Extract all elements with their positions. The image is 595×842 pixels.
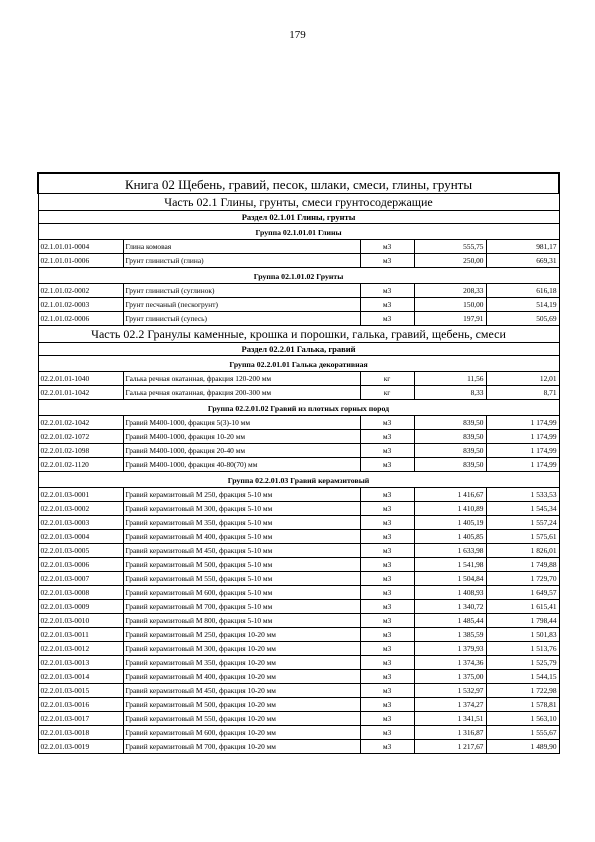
price-base: 839,50 bbox=[414, 430, 486, 444]
material-name: Глина комовая bbox=[123, 240, 360, 254]
material-code: 02.2.01.02-1042 bbox=[38, 416, 123, 430]
unit-of-measure: м3 bbox=[360, 558, 414, 572]
table-row bbox=[38, 698, 559, 712]
page-number: 179 bbox=[289, 29, 306, 41]
unit-of-measure: м3 bbox=[360, 458, 414, 472]
table-row bbox=[38, 502, 559, 516]
unit-of-measure: м3 bbox=[360, 656, 414, 670]
material-code: 02.2.01.03-0017 bbox=[38, 712, 123, 726]
price-base: 1 217,67 bbox=[414, 740, 486, 754]
unit-of-measure: м3 bbox=[360, 502, 414, 516]
material-name: Гравий керамзитовый М 700, фракция 5-10 мм bbox=[123, 600, 360, 614]
price-table bbox=[37, 172, 560, 754]
price-base: 1 532,97 bbox=[414, 684, 486, 698]
group-title: Группа 02.2.01.02 Гравий из плотных горных пород bbox=[38, 400, 559, 416]
material-code: 02.2.01.03-0003 bbox=[38, 516, 123, 530]
unit-of-measure: м3 bbox=[360, 430, 414, 444]
part-title: Часть 02.2 Гранулы каменные, крошка и порошки, галька, гравий, щебень, смеси bbox=[38, 326, 559, 343]
material-code: 02.2.01.03-0018 bbox=[38, 726, 123, 740]
table-row bbox=[38, 600, 559, 614]
material-name: Гравий М400-1000, фракция 40-80(70) мм bbox=[123, 458, 360, 472]
unit-of-measure: м3 bbox=[360, 312, 414, 326]
material-name: Грунт глинистый (суглинок) bbox=[123, 284, 360, 298]
material-name: Гравий керамзитовый М 550, фракция 10-20 мм bbox=[123, 712, 360, 726]
table-row bbox=[38, 416, 559, 430]
price-current: 505,69 bbox=[486, 312, 559, 326]
material-name: Гравий керамзитовый М 350, фракция 10-20 мм bbox=[123, 656, 360, 670]
price-base: 1 410,89 bbox=[414, 502, 486, 516]
unit-of-measure: кг bbox=[360, 386, 414, 400]
unit-of-measure: м3 bbox=[360, 698, 414, 712]
section-row bbox=[38, 343, 559, 356]
material-code: 02.2.01.02-1120 bbox=[38, 458, 123, 472]
material-code: 02.2.01.03-0005 bbox=[38, 544, 123, 558]
table-row bbox=[38, 558, 559, 572]
price-base: 1 541,98 bbox=[414, 558, 486, 572]
price-base: 839,50 bbox=[414, 444, 486, 458]
material-code: 02.2.01.03-0014 bbox=[38, 670, 123, 684]
price-base: 1 374,27 bbox=[414, 698, 486, 712]
material-code: 02.2.01.02-1098 bbox=[38, 444, 123, 458]
part-row bbox=[38, 326, 559, 343]
price-current: 1 826,01 bbox=[486, 544, 559, 558]
unit-of-measure: м3 bbox=[360, 416, 414, 430]
unit-of-measure: м3 bbox=[360, 712, 414, 726]
part-title: Часть 02.1 Глины, грунты, смеси грунтосодержащие bbox=[38, 194, 559, 211]
material-name: Галька речная окатанная, фракция 200-300 мм bbox=[123, 386, 360, 400]
material-code: 02.2.01.03-0004 bbox=[38, 530, 123, 544]
unit-of-measure: м3 bbox=[360, 600, 414, 614]
material-code: 02.1.01.01-0006 bbox=[38, 254, 123, 268]
price-current: 1 555,67 bbox=[486, 726, 559, 740]
material-name: Гравий керамзитовый М 450, фракция 5-10 мм bbox=[123, 544, 360, 558]
price-base: 1 408,93 bbox=[414, 586, 486, 600]
table-row bbox=[38, 712, 559, 726]
material-name: Гравий керамзитовый М 250, фракция 10-20 мм bbox=[123, 628, 360, 642]
material-code: 02.2.01.03-0013 bbox=[38, 656, 123, 670]
material-code: 02.2.01.03-0011 bbox=[38, 628, 123, 642]
unit-of-measure: м3 bbox=[360, 488, 414, 502]
material-name: Гравий керамзитовый М 300, фракция 10-20 мм bbox=[123, 642, 360, 656]
material-name: Гравий керамзитовый М 500, фракция 10-20 мм bbox=[123, 698, 360, 712]
price-current: 981,17 bbox=[486, 240, 559, 254]
price-current: 616,18 bbox=[486, 284, 559, 298]
price-current: 1 174,99 bbox=[486, 416, 559, 430]
table-row bbox=[38, 642, 559, 656]
price-base: 1 340,72 bbox=[414, 600, 486, 614]
material-name: Гравий керамзитовый М 600, фракция 10-20 мм bbox=[123, 726, 360, 740]
price-current: 1 798,44 bbox=[486, 614, 559, 628]
group-row bbox=[38, 224, 559, 240]
price-current: 1 489,90 bbox=[486, 740, 559, 754]
price-base: 250,00 bbox=[414, 254, 486, 268]
material-code: 02.2.01.03-0001 bbox=[38, 488, 123, 502]
part-row bbox=[38, 194, 559, 211]
material-name: Гравий керамзитовый М 450, фракция 10-20 мм bbox=[123, 684, 360, 698]
table-row bbox=[38, 614, 559, 628]
price-current: 1 513,76 bbox=[486, 642, 559, 656]
book-title-row bbox=[38, 173, 559, 194]
price-current: 1 174,99 bbox=[486, 444, 559, 458]
unit-of-measure: м3 bbox=[360, 284, 414, 298]
material-code: 02.2.01.01-1042 bbox=[38, 386, 123, 400]
unit-of-measure: м3 bbox=[360, 444, 414, 458]
price-current: 1 174,99 bbox=[486, 430, 559, 444]
group-title: Группа 02.1.01.02 Грунты bbox=[38, 268, 559, 284]
table-row bbox=[38, 586, 559, 600]
price-current: 1 501,83 bbox=[486, 628, 559, 642]
material-code: 02.1.01.01-0004 bbox=[38, 240, 123, 254]
unit-of-measure: м3 bbox=[360, 254, 414, 268]
unit-of-measure: м3 bbox=[360, 614, 414, 628]
material-code: 02.2.01.01-1040 bbox=[38, 372, 123, 386]
material-name: Гравий керамзитовый М 300, фракция 5-10 мм bbox=[123, 502, 360, 516]
price-base: 839,50 bbox=[414, 416, 486, 430]
material-code: 02.2.01.03-0007 bbox=[38, 572, 123, 586]
book-title: Книга 02 Щебень, гравий, песок, шлаки, смеси, глины, грунты bbox=[38, 173, 559, 194]
unit-of-measure: м3 bbox=[360, 516, 414, 530]
group-row bbox=[38, 472, 559, 488]
price-current: 1 525,79 bbox=[486, 656, 559, 670]
material-name: Гравий керамзитовый М 400, фракция 5-10 мм bbox=[123, 530, 360, 544]
unit-of-measure: м3 bbox=[360, 740, 414, 754]
price-base: 197,91 bbox=[414, 312, 486, 326]
price-base: 1 385,59 bbox=[414, 628, 486, 642]
material-code: 02.1.01.02-0002 bbox=[38, 284, 123, 298]
table-row bbox=[38, 254, 559, 268]
material-name: Грунт глинистый (глина) bbox=[123, 254, 360, 268]
material-name: Гравий керамзитовый М 550, фракция 5-10 мм bbox=[123, 572, 360, 586]
material-name: Гравий М400-1000, фракция 5(3)-10 мм bbox=[123, 416, 360, 430]
table-row bbox=[38, 684, 559, 698]
material-code: 02.1.01.02-0006 bbox=[38, 312, 123, 326]
price-base: 1 485,44 bbox=[414, 614, 486, 628]
unit-of-measure: кг bbox=[360, 372, 414, 386]
table-body bbox=[38, 173, 559, 754]
material-name: Гравий керамзитовый М 800, фракция 5-10 мм bbox=[123, 614, 360, 628]
material-name: Гравий М400-1000, фракция 10-20 мм bbox=[123, 430, 360, 444]
material-name: Гравий М400-1000, фракция 20-40 мм bbox=[123, 444, 360, 458]
price-base: 208,33 bbox=[414, 284, 486, 298]
price-base: 1 416,67 bbox=[414, 488, 486, 502]
group-row bbox=[38, 356, 559, 372]
price-current: 1 722,98 bbox=[486, 684, 559, 698]
price-base: 150,00 bbox=[414, 298, 486, 312]
price-base: 1 316,87 bbox=[414, 726, 486, 740]
group-row bbox=[38, 268, 559, 284]
table-row bbox=[38, 530, 559, 544]
price-current: 1 578,81 bbox=[486, 698, 559, 712]
price-current: 1 563,10 bbox=[486, 712, 559, 726]
material-name: Грунт песчаный (пескогрунт) bbox=[123, 298, 360, 312]
price-current: 1 533,53 bbox=[486, 488, 559, 502]
unit-of-measure: м3 bbox=[360, 628, 414, 642]
material-code: 02.2.01.03-0015 bbox=[38, 684, 123, 698]
material-code: 02.2.01.03-0012 bbox=[38, 642, 123, 656]
table-row bbox=[38, 726, 559, 740]
material-name: Гравий керамзитовый М 700, фракция 10-20 мм bbox=[123, 740, 360, 754]
material-name: Гравий керамзитовый М 400, фракция 10-20 мм bbox=[123, 670, 360, 684]
price-current: 1 544,15 bbox=[486, 670, 559, 684]
material-code: 02.2.01.03-0010 bbox=[38, 614, 123, 628]
unit-of-measure: м3 bbox=[360, 572, 414, 586]
price-current: 1 649,57 bbox=[486, 586, 559, 600]
price-base: 8,33 bbox=[414, 386, 486, 400]
unit-of-measure: м3 bbox=[360, 642, 414, 656]
price-current: 1 729,70 bbox=[486, 572, 559, 586]
table-row bbox=[38, 240, 559, 254]
group-row bbox=[38, 400, 559, 416]
material-code: 02.2.01.03-0006 bbox=[38, 558, 123, 572]
unit-of-measure: м3 bbox=[360, 684, 414, 698]
unit-of-measure: м3 bbox=[360, 726, 414, 740]
unit-of-measure: м3 bbox=[360, 298, 414, 312]
price-current: 12,01 bbox=[486, 372, 559, 386]
material-code: 02.2.01.03-0002 bbox=[38, 502, 123, 516]
material-name: Гравий керамзитовый М 250, фракция 5-10 мм bbox=[123, 488, 360, 502]
price-current: 8,71 bbox=[486, 386, 559, 400]
material-code: 02.2.01.03-0016 bbox=[38, 698, 123, 712]
material-code: 02.2.01.03-0009 bbox=[38, 600, 123, 614]
price-base: 1 375,00 bbox=[414, 670, 486, 684]
material-code: 02.2.01.03-0019 bbox=[38, 740, 123, 754]
unit-of-measure: м3 bbox=[360, 670, 414, 684]
unit-of-measure: м3 bbox=[360, 530, 414, 544]
table-row bbox=[38, 544, 559, 558]
material-code: 02.1.01.02-0003 bbox=[38, 298, 123, 312]
table-row bbox=[38, 458, 559, 472]
table-row bbox=[38, 628, 559, 642]
price-base: 1 633,98 bbox=[414, 544, 486, 558]
section-title: Раздел 02.1.01 Глины, грунты bbox=[38, 211, 559, 224]
price-current: 669,31 bbox=[486, 254, 559, 268]
group-title: Группа 02.2.01.01 Галька декоративная bbox=[38, 356, 559, 372]
material-code: 02.2.01.03-0008 bbox=[38, 586, 123, 600]
price-base: 1 341,51 bbox=[414, 712, 486, 726]
price-current: 1 557,24 bbox=[486, 516, 559, 530]
table-row bbox=[38, 444, 559, 458]
price-current: 1 615,41 bbox=[486, 600, 559, 614]
table-row bbox=[38, 740, 559, 754]
table-row bbox=[38, 386, 559, 400]
material-name: Гравий керамзитовый М 350, фракция 5-10 мм bbox=[123, 516, 360, 530]
price-base: 555,75 bbox=[414, 240, 486, 254]
price-base: 1 374,36 bbox=[414, 656, 486, 670]
material-name: Гравий керамзитовый М 500, фракция 5-10 мм bbox=[123, 558, 360, 572]
unit-of-measure: м3 bbox=[360, 544, 414, 558]
price-current: 514,19 bbox=[486, 298, 559, 312]
unit-of-measure: м3 bbox=[360, 240, 414, 254]
table-row bbox=[38, 372, 559, 386]
table-row bbox=[38, 572, 559, 586]
section-row bbox=[38, 211, 559, 224]
table-row bbox=[38, 298, 559, 312]
material-name: Грунт глинистый (супесь) bbox=[123, 312, 360, 326]
price-base: 839,50 bbox=[414, 458, 486, 472]
price-base: 1 405,19 bbox=[414, 516, 486, 530]
group-title: Группа 02.2.01.03 Гравий керамзитовый bbox=[38, 472, 559, 488]
section-title: Раздел 02.2.01 Галька, гравий bbox=[38, 343, 559, 356]
material-name: Гравий керамзитовый М 600, фракция 5-10 мм bbox=[123, 586, 360, 600]
table-row bbox=[38, 670, 559, 684]
table-row bbox=[38, 430, 559, 444]
price-base: 1 504,84 bbox=[414, 572, 486, 586]
table-row bbox=[38, 488, 559, 502]
unit-of-measure: м3 bbox=[360, 586, 414, 600]
price-current: 1 575,61 bbox=[486, 530, 559, 544]
table-row bbox=[38, 284, 559, 298]
price-base: 1 405,85 bbox=[414, 530, 486, 544]
price-current: 1 545,34 bbox=[486, 502, 559, 516]
price-current: 1 749,88 bbox=[486, 558, 559, 572]
table-row bbox=[38, 516, 559, 530]
price-base: 11,56 bbox=[414, 372, 486, 386]
material-name: Галька речная окатанная, фракция 120-200 мм bbox=[123, 372, 360, 386]
material-code: 02.2.01.02-1072 bbox=[38, 430, 123, 444]
price-current: 1 174,99 bbox=[486, 458, 559, 472]
price-base: 1 379,93 bbox=[414, 642, 486, 656]
group-title: Группа 02.1.01.01 Глины bbox=[38, 224, 559, 240]
table-row bbox=[38, 656, 559, 670]
table-row bbox=[38, 312, 559, 326]
